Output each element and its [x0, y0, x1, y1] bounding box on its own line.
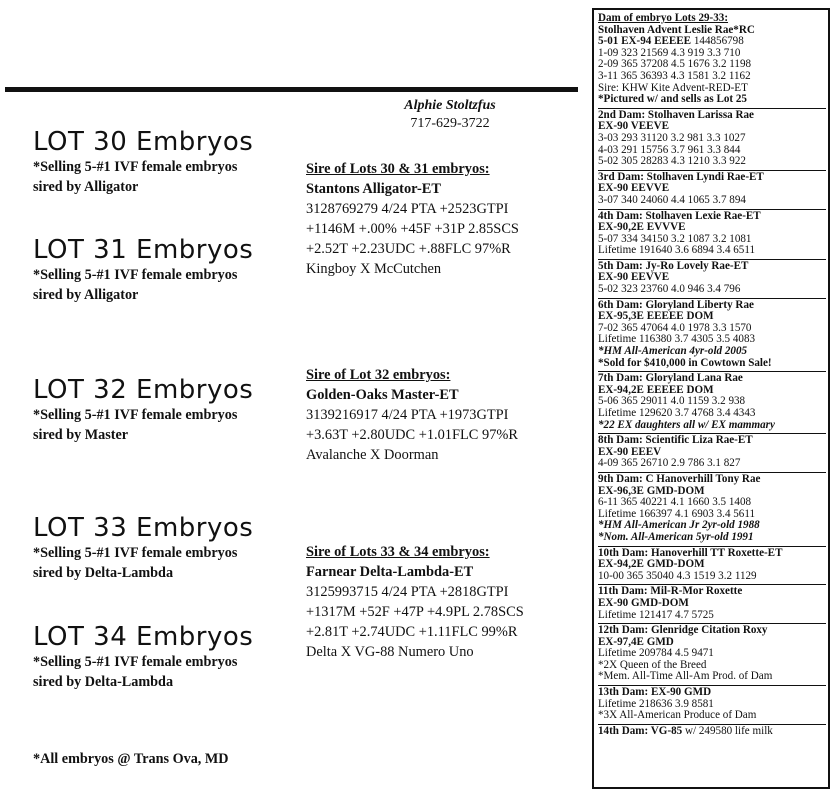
pedigree-entry [598, 434, 826, 473]
pedigree-line [598, 610, 826, 622]
pedigree-text-tail: 144856798 [691, 35, 744, 48]
sire-name: Golden-Oaks Master-ET [306, 387, 459, 403]
lot-description: *Selling 5-#1 IVF female embryos [33, 654, 238, 670]
pedigree-line [598, 726, 826, 738]
pedigree-text: 4-03 291 15756 3.7 961 3.3 844 [598, 143, 741, 156]
pedigree-entry [598, 12, 826, 109]
pedigree-text: 7th Dam: Gloryland Lana Rae [598, 372, 743, 385]
pedigree-line [598, 671, 826, 683]
sire-proof-line: 3139216917 4/24 PTA +1973GTPI [306, 407, 509, 423]
pedigree-text: 12th Dam: Glenridge Citation Roxy [598, 624, 768, 637]
pedigree-line [598, 195, 826, 207]
pedigree-line [598, 94, 826, 106]
pedigree-line [598, 358, 826, 370]
pedigree-entry [598, 725, 826, 740]
lot-sire-note: sired by Alligator [33, 179, 139, 195]
pedigree-text: *Nom. All-American 5yr-old 1991 [598, 530, 754, 543]
pedigree-text: 2-09 365 37208 4.5 1676 3.2 1198 [598, 58, 752, 71]
lot-description: *Selling 5-#1 IVF female embryos [33, 545, 238, 561]
consignor-name: Alphie Stoltzfus [404, 98, 496, 113]
pedigree-text: EX-97,4E GMD [598, 635, 674, 648]
pedigree-text: EX-90 EEVVE [598, 271, 670, 284]
lot-31 [33, 235, 253, 305]
sire-proof-line: +2.52T +2.23UDC +.88FLC 97%R [306, 241, 511, 257]
pedigree-text: Lifetime 116380 3.7 4305 3.5 4083 [598, 333, 756, 346]
embryo-location-note: *All embryos @ Trans Ova, MD [33, 751, 229, 767]
sire-pedigree-line: Avalanche X Doorman [306, 447, 439, 463]
lot-title: LOT 34 Embryos [33, 622, 254, 652]
lot-description: *Selling 5-#1 IVF female embryos [33, 159, 238, 175]
lot-34 [33, 622, 253, 692]
pedigree-text: 5-06 365 29011 4.0 1159 3.2 938 [598, 395, 746, 408]
pedigree-text: EX-90 EEVVE [598, 182, 670, 195]
pedigree-entry [598, 171, 826, 210]
sire-name: Farnear Delta-Lambda-ET [306, 564, 474, 580]
pedigree-text: EX-90 EEEV [598, 445, 662, 458]
pedigree-text: 14th Dam: VG-85 [598, 724, 683, 737]
lot-33 [33, 513, 253, 583]
pedigree-entry [598, 109, 826, 171]
pedigree-text: Lifetime 191640 3.6 6894 3.4 6511 [598, 244, 756, 257]
sire-proof-line: 3128769279 4/24 PTA +2523GTPI [306, 201, 509, 217]
pedigree-text: *HM All-American Jr 2yr-old 1988 [598, 519, 760, 532]
pedigree-text: Lifetime 121417 4.7 5725 [598, 608, 714, 621]
pedigree-text: Lifetime 209784 4.5 9471 [598, 647, 714, 660]
pedigree-text: 3-11 365 36393 4.3 1581 3.2 1162 [598, 69, 751, 82]
pedigree-text: 3rd Dam: Stolhaven Lyndi Rae-ET [598, 170, 764, 183]
sire-proof-line: +2.81T +2.74UDC +1.11FLC 99%R [306, 624, 518, 640]
pedigree-text: *2X Queen of the Breed [598, 658, 707, 671]
pedigree-entry [598, 585, 826, 624]
lot-description: *Selling 5-#1 IVF female embryos [33, 407, 238, 423]
pedigree-text: EX-94,2E EEEEE DOM [598, 383, 714, 396]
pedigree-text: Lifetime 129620 3.7 4768 3.4 4343 [598, 407, 756, 419]
pedigree-line [598, 245, 826, 257]
lot-30 [33, 127, 253, 197]
pedigree-line [598, 156, 826, 168]
pedigree-text: 5-02 305 28283 4.3 1210 3.3 922 [598, 155, 746, 168]
pedigree-line [598, 284, 826, 296]
pedigree-text: 5-01 EX-94 EEEEE [598, 35, 692, 48]
header-rule [5, 87, 578, 92]
pedigree-line [598, 420, 826, 432]
sire-proof-line: +1317M +52F +47P +4.9PL 2.78SCS [306, 604, 524, 620]
pedigree-entry [598, 686, 826, 725]
sire-master [306, 365, 518, 465]
dam-pedigree-list [594, 10, 828, 739]
pedigree-entry [598, 299, 826, 373]
lot-sire-note: sired by Delta-Lambda [33, 674, 174, 690]
pedigree-text: *Sold for $410,000 in Cowtown Sale! [598, 356, 772, 369]
pedigree-text: EX-94,2E GMD-DOM [598, 558, 705, 571]
sire-heading: Sire of Lots 30 & 31 embryos: [306, 161, 490, 177]
pedigree-text: 2nd Dam: Stolhaven Larissa Rae [598, 108, 754, 121]
dam-pedigree-box [592, 8, 830, 789]
pedigree-text: *22 EX daughters all w/ EX mammary [598, 418, 775, 431]
consignor-phone: 717-629-3722 [410, 116, 490, 131]
pedigree-line [598, 532, 826, 544]
sire-proof-line: +1146M +.00% +45F +31P 2.85SCS [306, 221, 519, 237]
pedigree-text: 5th Dam: Jy-Ro Lovely Rae-ET [598, 259, 749, 272]
pedigree-text: EX-90 VEEVE [598, 120, 669, 133]
pedigree-text: 3-03 293 31120 3.2 981 3.3 1027 [598, 131, 746, 144]
pedigree-line [598, 710, 826, 722]
pedigree-entry [598, 624, 826, 686]
pedigree-text: EX-90,2E EVVVE [598, 221, 686, 234]
lot-title: LOT 31 Embryos [33, 235, 254, 265]
lot-description: *Selling 5-#1 IVF female embryos [33, 267, 238, 283]
lot-title: LOT 32 Embryos [33, 375, 254, 405]
pedigree-text: *Mem. All-Time All-Am Prod. of Dam [598, 670, 773, 683]
pedigree-text: 9th Dam: C Hanoverhill Tony Rae [598, 472, 761, 485]
pedigree-entry [598, 210, 826, 260]
pedigree-text: 10th Dam: Hanoverhill TT Roxette-ET [598, 546, 783, 559]
sire-pedigree-line: Delta X VG-88 Numero Uno [306, 644, 474, 660]
lot-sire-note: sired by Alligator [33, 287, 139, 303]
lot-sire-note: sired by Master [33, 427, 129, 443]
sire-pedigree-line: Kingboy X McCutchen [306, 261, 442, 277]
pedigree-entry [598, 473, 826, 547]
sire-heading: Sire of Lots 33 & 34 embryos: [306, 544, 490, 560]
pedigree-text: *3X All-American Produce of Dam [598, 709, 757, 722]
pedigree-text: EX-96,3E GMD-DOM [598, 484, 705, 497]
pedigree-text: EX-90 GMD-DOM [598, 596, 689, 609]
pedigree-text: Sire: KHW Kite Advent-RED-ET [598, 81, 748, 94]
pedigree-text: 4th Dam: Stolhaven Lexie Rae-ET [598, 209, 761, 222]
pedigree-text: 10-00 365 35040 4.3 1519 3.2 1129 [598, 569, 757, 582]
sire-delta-lambda [306, 542, 524, 662]
pedigree-text: *HM All-American 4yr-old 2005 [598, 345, 748, 358]
pedigree-text: 5-02 323 23760 4.0 946 3.4 796 [598, 283, 741, 296]
pedigree-text-tail: w/ 249580 life milk [682, 724, 773, 737]
pedigree-text: 7-02 365 47064 4.0 1978 3.3 1570 [598, 321, 752, 334]
pedigree-line [598, 458, 826, 470]
pedigree-text: EX-95,3E EEEEE DOM [598, 310, 714, 323]
lot-title: LOT 33 Embryos [33, 513, 254, 543]
sire-alligator [306, 159, 519, 279]
lot-32 [33, 375, 253, 445]
contact-block [360, 97, 540, 133]
pedigree-entry [598, 260, 826, 299]
pedigree-text: Lifetime 218636 3.9 8581 [598, 697, 714, 710]
lot-title: LOT 30 Embryos [33, 127, 254, 157]
pedigree-entry [598, 372, 826, 434]
pedigree-text: Stolhaven Advent Leslie Rae*RC [598, 23, 755, 36]
pedigree-text: 5-07 334 34150 3.2 1087 3.2 1081 [598, 232, 752, 245]
pedigree-line [598, 571, 826, 583]
pedigree-text: 11th Dam: Mil-R-Mor Roxette [598, 585, 743, 598]
lot-sire-note: sired by Delta-Lambda [33, 565, 174, 581]
pedigree-text: 13th Dam: EX-90 GMD [598, 686, 712, 699]
pedigree-text: Dam of embryo Lots 29-33: [598, 12, 729, 24]
pedigree-text: 6th Dam: Gloryland Liberty Rae [598, 298, 754, 311]
pedigree-text: 1-09 323 21569 4.3 919 3.3 710 [598, 46, 741, 59]
pedigree-entry [598, 547, 826, 586]
sire-proof-line: +3.63T +2.80UDC +1.01FLC 97%R [306, 427, 518, 443]
pedigree-text: 8th Dam: Scientific Liza Rae-ET [598, 434, 753, 447]
sire-proof-line: 3125993715 4/24 PTA +2818GTPI [306, 584, 509, 600]
sire-name: Stantons Alligator-ET [306, 181, 441, 197]
pedigree-text: Lifetime 166397 4.1 6903 3.4 5611 [598, 507, 756, 520]
pedigree-text: *Pictured w/ and sells as Lot 25 [598, 93, 747, 106]
pedigree-text: 3-07 340 24060 4.4 1065 3.7 894 [598, 193, 746, 206]
pedigree-text: 6-11 365 40221 4.1 1660 3.5 1408 [598, 496, 752, 509]
sire-heading: Sire of Lot 32 embryos: [306, 367, 451, 383]
pedigree-text: 4-09 365 26710 2.9 786 3.1 827 [598, 457, 741, 470]
